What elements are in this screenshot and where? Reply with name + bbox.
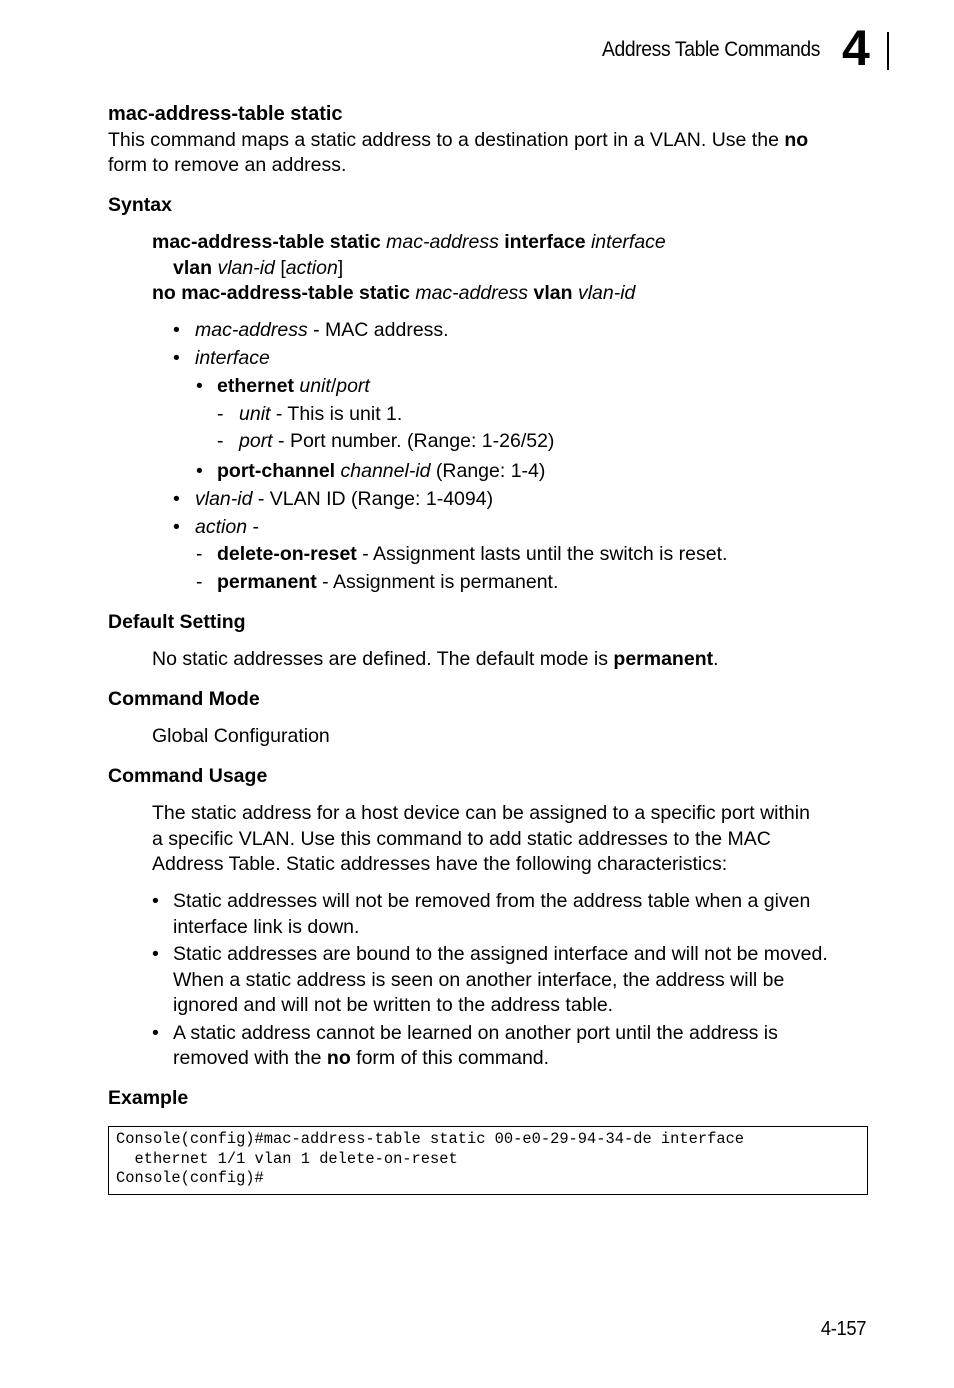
syntax-heading: Syntax xyxy=(108,194,172,216)
section-title: mac-address-table static xyxy=(108,103,343,125)
syntax-line-3: no mac-address-table static mac-address vlan vlan-id xyxy=(152,282,636,304)
bullet-icon: • xyxy=(152,1022,159,1044)
default-setting-text: No static addresses are defined. The default mode is permanent. xyxy=(152,648,719,670)
usage-para-line-3: Address Table. Static addresses have the following characteristics: xyxy=(152,853,728,875)
chapter-number: 4 xyxy=(842,20,870,76)
usage-bullet-1-line-2: interface link is down. xyxy=(173,916,360,938)
usage-bullet-2-line-3: ignored and will not be written to the address table. xyxy=(173,994,614,1016)
intro-bold-no: no xyxy=(784,129,809,151)
code-line-2: ethernet 1/1 vlan 1 delete-on-reset xyxy=(116,1150,458,1168)
bullet-icon: • xyxy=(173,488,180,510)
usage-bullet-1-line-1: Static addresses will not be removed from the address table when a given xyxy=(173,890,811,912)
param-vlan-id: vlan-id - VLAN ID (Range: 1-4094) xyxy=(195,488,494,510)
usage-bullet-3-line-2: removed with the no form of this command. xyxy=(173,1047,550,1069)
intro-line-1: This command maps a static address to a destination port in a VLAN. Use the no xyxy=(108,129,809,151)
dash-icon: - xyxy=(196,571,203,593)
bullet-icon: • xyxy=(173,347,180,369)
bullet-icon: • xyxy=(173,516,180,538)
usage-bullet-3-line-1: A static address cannot be learned on another port until the address is xyxy=(173,1022,778,1044)
usage-bullet-2-line-2: When a static address is seen on another interface, the address will be xyxy=(173,969,785,991)
dash-icon: - xyxy=(217,430,224,452)
param-ethernet: ethernet unit/port xyxy=(217,375,370,397)
param-permanent: permanent - Assignment is permanent. xyxy=(217,571,559,593)
bullet-icon: • xyxy=(152,943,159,965)
param-unit: unit - This is unit 1. xyxy=(239,403,403,425)
command-mode-heading: Command Mode xyxy=(108,688,260,710)
dash-icon: - xyxy=(217,403,224,425)
bullet-icon: • xyxy=(196,375,203,397)
param-port: port - Port number. (Range: 1-26/52) xyxy=(239,430,555,452)
code-example-box xyxy=(108,1126,868,1195)
bullet-icon: • xyxy=(173,319,180,341)
usage-para-line-2: a specific VLAN. Use this command to add static addresses to the MAC xyxy=(152,828,771,850)
param-port-channel: port-channel channel-id (Range: 1-4) xyxy=(217,460,546,482)
default-setting-heading: Default Setting xyxy=(108,611,246,633)
intro-line-2: form to remove an address. xyxy=(108,154,347,176)
code-line-1: Console(config)#mac-address-table static 00-e0-29-94-34-de interface xyxy=(116,1130,745,1148)
syntax-line-1: mac-address-table static mac-address interface interface xyxy=(152,231,666,253)
bullet-icon: • xyxy=(196,460,203,482)
syntax-line-2: vlan vlan-id [action] xyxy=(173,257,344,279)
running-header: Address Table Commands xyxy=(601,38,820,61)
param-action: action - xyxy=(195,516,259,538)
bullet-icon: • xyxy=(152,890,159,912)
param-mac-address: mac-address - MAC address. xyxy=(195,319,449,341)
dash-icon: - xyxy=(196,543,203,565)
usage-para-line-1: The static address for a host device can be assigned to a specific port within xyxy=(152,802,810,824)
page-number: 4-157 xyxy=(820,1318,866,1340)
param-delete-on-reset: delete-on-reset - Assignment lasts until the switch is reset. xyxy=(217,543,728,565)
command-mode-text: Global Configuration xyxy=(152,725,330,747)
code-line-3: Console(config)# xyxy=(116,1169,264,1187)
command-usage-heading: Command Usage xyxy=(108,765,268,787)
param-interface: interface xyxy=(195,347,270,369)
usage-bullet-2-line-1: Static addresses are bound to the assigned interface and will not be moved. xyxy=(173,943,828,965)
example-heading: Example xyxy=(108,1087,189,1109)
